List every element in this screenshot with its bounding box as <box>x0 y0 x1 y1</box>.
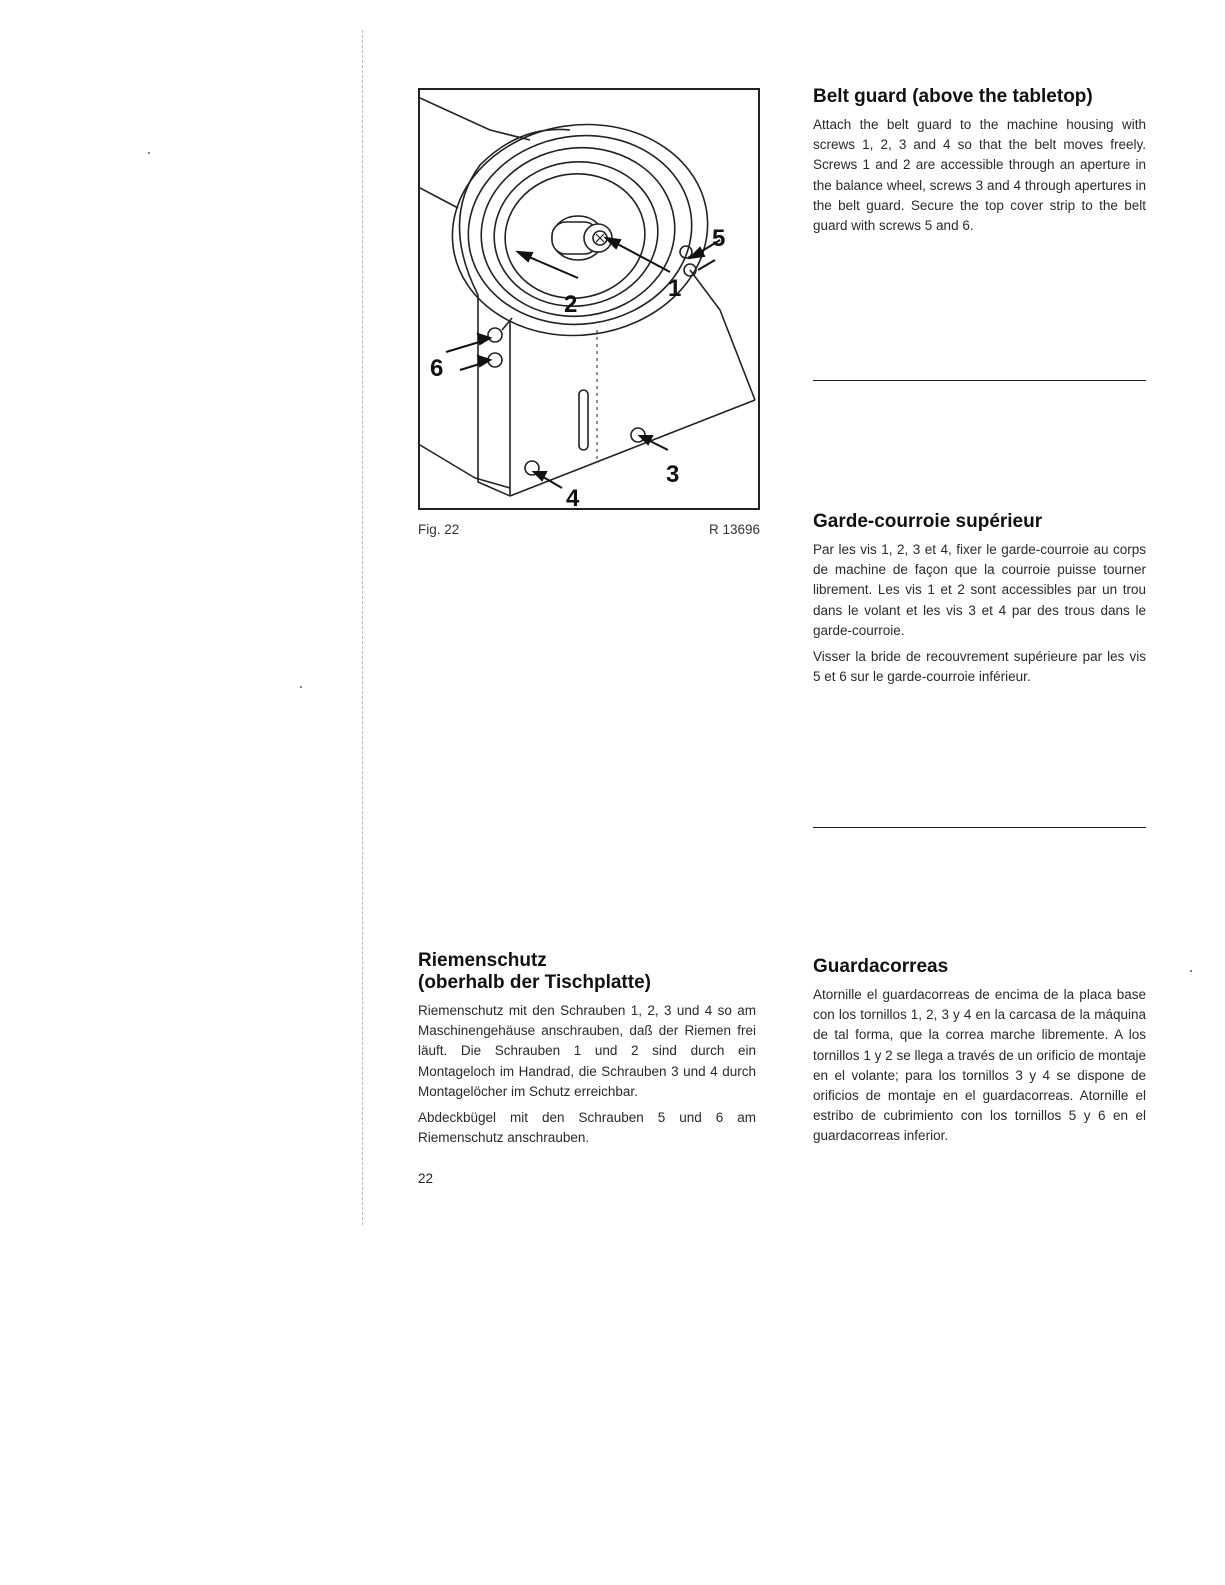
section-german <box>418 950 756 1154</box>
heading-german-line2: (oberhalb der Tischplatte) <box>418 972 651 993</box>
paragraph-french-2: Visser la bride de recouvrement supérieure par les vis 5 et 6 sur le garde-courroie inférieur. <box>813 649 1146 685</box>
scan-speck <box>148 152 150 154</box>
callout-5: 5 <box>712 225 726 252</box>
paragraph-spanish-1: Atornille el guardacorreas de encima de la placa base con los tornillos 1, 2, 3 y 4 en la carcasa de la máquina de tal forma, que la correa marche libremente. A los tornillos 1 y 2 se llega a través de un orificio de montaje en el volante; para los tornillos 3 y 4 se dispone de orificios de montaje en el guardacorreas. Atornille el estribo de cubrimiento con los tornillos 5 y 6 en el guardacorreas inferior. <box>813 987 1146 1144</box>
belt-guard-drawing <box>420 90 758 508</box>
section-french <box>813 511 1146 693</box>
callout-6: 6 <box>430 355 444 382</box>
binding-margin-line <box>362 30 363 1225</box>
figure-caption <box>418 522 760 537</box>
scan-speck <box>300 686 302 688</box>
callout-4: 4 <box>566 485 580 508</box>
scan-speck <box>1190 970 1192 972</box>
figure-reference: R 13696 <box>708 522 760 537</box>
callout-1: 1 <box>668 275 682 302</box>
paragraph-french-1: Par les vis 1, 2, 3 et 4, fixer le garde-courroie au corps de machine de façon que la courroie puisse tourner librement. Les vis 1 et 2 sont accessibles par un trou dans le volant et les vis 3 et 4 par des trous dans le garde-courroie. <box>813 542 1146 638</box>
heading-french: Garde-courroie supérieur <box>813 511 1043 532</box>
figure-22-illustration <box>418 88 760 510</box>
section-english <box>813 86 1146 242</box>
page-number: 22 <box>418 1171 434 1186</box>
callout-3: 3 <box>666 461 680 488</box>
paragraph-german-2: Abdeckbügel mit den Schrauben 5 und 6 am Riemenschutz anschrauben. <box>418 1110 756 1146</box>
heading-spanish: Guardacorreas <box>813 956 949 977</box>
callout-2: 2 <box>564 291 578 318</box>
figure-label: Fig. 22 <box>418 522 460 537</box>
paragraph-english-1: Attach the belt guard to the machine housing with screws 1, 2, 3 and 4 so that the belt moves freely. Screws 1 and 2 are accessible through an aperture in the balance wheel, screws 3 and 4 through apertures in the belt guard. Secure the top cover strip to the belt guard with screws 5 and 6. <box>813 117 1146 234</box>
heading-german <box>418 950 756 994</box>
section-spanish <box>813 956 1146 1153</box>
divider-2 <box>813 827 1146 828</box>
paragraph-german-1: Riemenschutz mit den Schrauben 1, 2, 3 und 4 so am Maschinengehäuse anschrauben, daß der Riemen frei läuft. Die Schrauben 1 und 2 sind durch ein Montageloch im Handrad, die Schrauben 3 und 4 durch Montagelöcher im Schutz erreichbar. <box>418 1003 756 1099</box>
heading-german-line1: Riemenschutz <box>418 950 547 971</box>
divider-1 <box>813 380 1146 381</box>
heading-english: Belt guard (above the tabletop) <box>813 86 1093 107</box>
